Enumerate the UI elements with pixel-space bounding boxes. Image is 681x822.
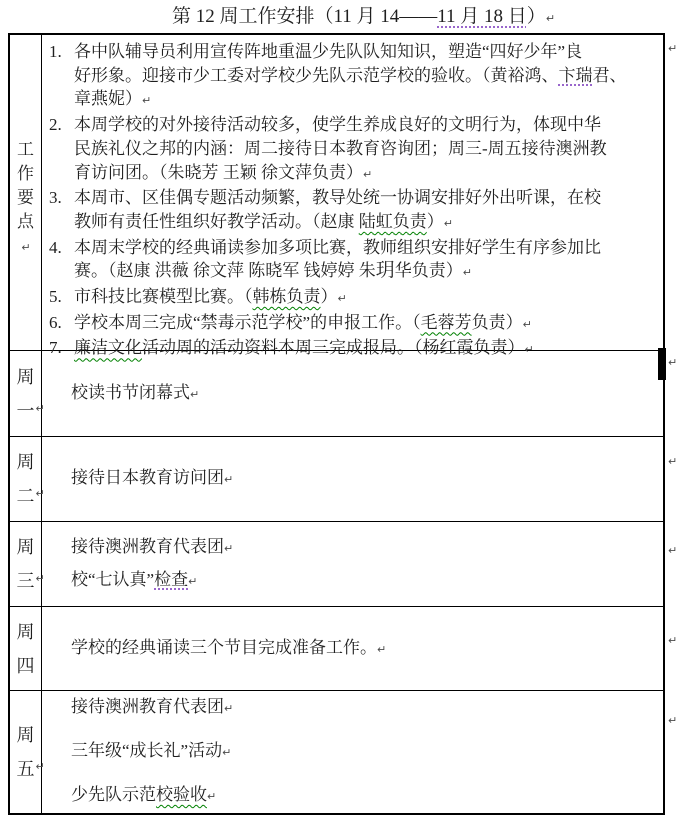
table-row-work-points [10, 35, 663, 358]
text-line [74, 285, 657, 311]
text-segment: 好形象。迎接市少工委对学校少先队示范学校的验收。（黄裕鸿、 [74, 65, 559, 85]
return-mark: ↵ [35, 572, 45, 585]
schedule-entry [71, 533, 663, 563]
text-line [74, 210, 657, 236]
work-point-item [49, 113, 657, 186]
label-char: 三 ↵ [17, 564, 35, 598]
text-segment: 陆虹负责 [358, 211, 427, 231]
text-segment: 赛。（赵康 洪薇 徐文萍 陈晓军 钱婷婷 朱 [74, 261, 376, 281]
label-char: 一 ↵ [17, 394, 35, 428]
text-segment: 华负责） [394, 261, 463, 281]
item-text [74, 236, 657, 285]
table-row-monday [10, 350, 663, 436]
label-char: 周 [16, 621, 35, 642]
return-mark: ↵ [188, 574, 198, 588]
label-char: 五 ↵ [17, 752, 35, 786]
return-mark: ↵ [524, 343, 534, 357]
text-segment: 学校本周三完成“禁毒示范学校”的申报工作。（ [74, 312, 421, 332]
end-of-row-mark: ↵ [668, 544, 678, 557]
label-char: 周 [16, 366, 35, 387]
text-line [74, 64, 657, 88]
return-mark: ↵ [522, 317, 532, 331]
label-char: 点 [17, 212, 34, 231]
row-label-wednesday [10, 522, 45, 606]
return-mark: ↵ [190, 387, 200, 401]
return-mark: ↵ [363, 167, 373, 181]
table-row-friday [10, 690, 663, 813]
work-point-item [49, 285, 657, 311]
text-segment: 校读书节闭幕式 [71, 382, 190, 402]
work-point-item [49, 186, 657, 235]
table-row-tuesday [10, 436, 663, 521]
thursday-content [42, 607, 663, 690]
item-text [74, 40, 657, 113]
row-label-tuesday [10, 437, 45, 521]
page-title [0, 4, 681, 32]
label-char: 二 ↵ [17, 479, 35, 513]
item-number: 2. [49, 115, 62, 135]
title-text [46, 4, 681, 32]
text-segment: 检查 [154, 569, 189, 589]
text-segment: 接待澳洲教育代表团 [71, 536, 224, 556]
text-segment: 11 月 18 日 [437, 6, 527, 27]
table-row-wednesday [10, 521, 663, 606]
text-segment: 章燕妮） [74, 89, 142, 109]
text-segment: 接待日本教育访问团 [71, 468, 224, 487]
return-mark: ↵ [545, 12, 556, 25]
end-of-row-mark: ↵ [668, 455, 678, 468]
item-text [74, 113, 657, 186]
tuesday-content [42, 437, 663, 521]
text-segment: 学校的经典诵读三个节目完成准备工作。 [71, 637, 377, 657]
end-of-row-mark: ↵ [668, 42, 678, 55]
text-segment: 负责） [471, 312, 523, 332]
row-label-thursday [10, 607, 42, 690]
end-of-row-mark: ↵ [668, 634, 678, 647]
label-char: 要 [17, 188, 34, 207]
text-segment: 韩栋负责 [252, 287, 321, 307]
item-number: 6. [49, 312, 62, 332]
row-label-work-points [10, 35, 42, 350]
text-line [74, 161, 657, 187]
return-mark: ↵ [35, 760, 45, 773]
item-number: 4. [49, 237, 62, 257]
label-char: 周 [16, 725, 35, 745]
end-of-row-mark: ↵ [668, 356, 678, 369]
return-mark: ↵ [21, 241, 31, 254]
return-mark: ↵ [222, 746, 232, 759]
item-number: 7. [49, 338, 62, 358]
text-segment: 本周末学校的经典诵读参加多项比赛，教师组织安排好学生有序参加比 [74, 237, 601, 257]
end-of-row-mark: ↵ [668, 714, 678, 727]
return-mark: ↵ [377, 642, 387, 656]
label-char: 工 [17, 140, 34, 159]
text-segment: 校验收 [156, 785, 207, 804]
text-segment: 接待澳洲教育代表团 [71, 697, 224, 716]
monday-content [42, 351, 663, 436]
wednesday-content [42, 522, 663, 606]
text-segment: 廉洁文化 [74, 338, 142, 358]
row-label-monday [10, 351, 45, 436]
work-point-item [49, 236, 657, 285]
text-segment: 本周市、区佳偶专题活动频繁，教导处统一协调安排好外出听课，在校 [74, 188, 601, 208]
text-line [74, 186, 657, 210]
label-char: 四 [16, 655, 35, 676]
text-line [74, 259, 657, 285]
item-text [74, 311, 657, 337]
text-segment: 市科技比赛模型比赛。（ [74, 287, 253, 307]
text-line [74, 137, 657, 161]
item-number: 5. [49, 287, 62, 307]
return-mark: ↵ [207, 790, 217, 803]
text-line [74, 87, 657, 113]
text-line [74, 40, 657, 64]
label-char: 周 [16, 452, 35, 472]
text-segment: 毛蓉芳 [420, 312, 472, 332]
schedule-entry [71, 634, 663, 664]
item-text [74, 285, 657, 311]
text-segment: 少先队示范 [71, 785, 156, 804]
text-segment: 民族礼仪之邦的内涵：周二接待日本教育咨询团；周三-周五接待澳洲教 [74, 138, 607, 158]
item-text [74, 186, 657, 235]
text-segment: ） [320, 287, 338, 307]
text-segment: ） [526, 6, 546, 27]
label-char: 周 [16, 537, 35, 557]
text-segment: 育访问团。（朱晓芳 王颖 徐文萍负责） [74, 162, 363, 182]
schedule-entry [71, 781, 663, 811]
work-point-item [49, 40, 657, 113]
schedule-entry [71, 737, 663, 767]
text-segment: ） [426, 211, 444, 231]
row-label-friday [10, 691, 45, 813]
return-mark: ↵ [224, 473, 234, 486]
table-border-handle [658, 348, 666, 380]
label-return-line [20, 234, 31, 254]
schedule-entry [71, 566, 663, 596]
return-mark: ↵ [35, 401, 45, 415]
item-number: 1. [49, 42, 62, 61]
work-schedule-table [8, 33, 665, 815]
text-segment: 玥 [375, 259, 395, 282]
return-mark: ↵ [224, 702, 234, 715]
text-segment: 各中队辅导员利用宣传阵地重温少先队队知知识，塑造“四好少年”良 [74, 42, 583, 61]
item-number: 3. [49, 188, 62, 208]
text-line [74, 113, 657, 137]
text-segment: 本周学校的对外接待活动较多，使学生养成良好的文明行为，体现中华 [74, 115, 601, 135]
text-segment: 校“七认真” [71, 569, 155, 589]
return-mark: ↵ [224, 541, 234, 555]
return-mark: ↵ [142, 94, 152, 108]
return-mark: ↵ [443, 216, 453, 230]
return-mark: ↵ [35, 487, 45, 500]
work-points-content [42, 35, 663, 358]
table-row-thursday [10, 606, 663, 690]
label-char: 作 [17, 164, 34, 183]
friday-content [42, 691, 663, 813]
return-mark: ↵ [462, 266, 472, 280]
text-segment: 教师有责任性组织好教学活动。（赵康 [74, 211, 359, 231]
return-mark: ↵ [337, 292, 347, 306]
text-segment: 卞瑞 [558, 65, 593, 85]
text-segment: 君、 [592, 65, 627, 85]
text-segment: 第 12 周工作安排（11 月 14—— [171, 6, 438, 27]
text-line [74, 311, 657, 337]
schedule-entry [71, 693, 663, 723]
schedule-entry [71, 379, 663, 409]
schedule-entry [71, 464, 663, 494]
text-segment: 三年级“成长礼”活动 [71, 741, 223, 760]
work-point-item [49, 311, 657, 337]
text-segment: 活动周的活动资料本周三完成报局。（杨红霞负责） [142, 338, 525, 358]
text-line [74, 236, 657, 260]
